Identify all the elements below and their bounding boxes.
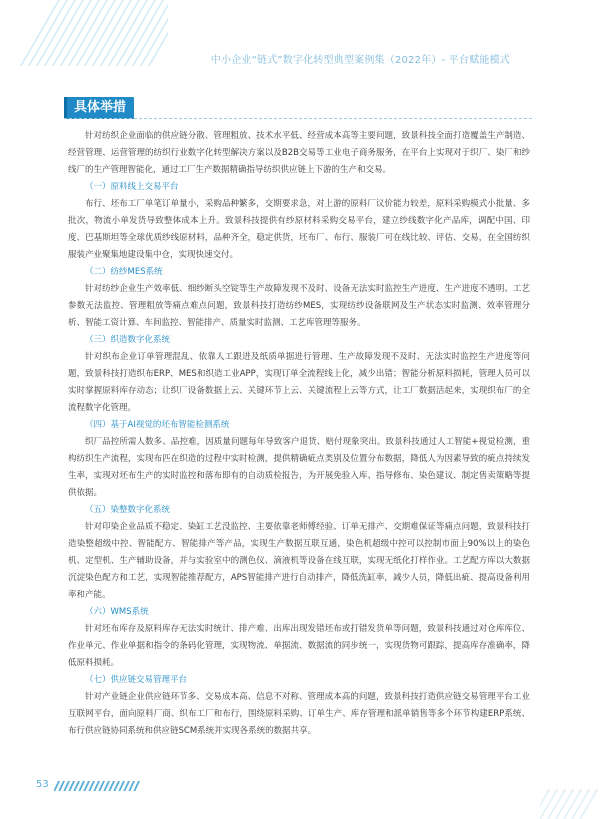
item-heading-7: （七）供应链交易管理平台	[85, 675, 188, 685]
item-heading-1: （一）原料线上交易平台	[85, 182, 179, 192]
item-heading-2: （二）纺纱MES系统	[85, 267, 163, 277]
header-decoration	[18, 0, 168, 66]
item-body-4: 织厂品控所需人数多、品控难，因质量问题每年导致客户退货、赔付现象突出。致景科技通过人工智能+视觉检测，重构纺织生产流程，实现布匹在织造的过程中实时检测，提供精确疵点类别及位置分布数据，降低人为因素导致的疵点持续发生率，实现对坯布生产的实时监控和落布即有的自动质检报告，为开展免验入库、指导修布、染色建议、制定售卖策略等提供依据。	[68, 437, 530, 498]
corner-stripes-decoration	[540, 769, 600, 819]
section-divider	[64, 118, 532, 119]
section-tag-label: 具体举措	[74, 100, 127, 115]
page-header-title: 中小企业“链式”数字化转型典型案例集（2022年）- 平台赋能模式	[210, 55, 510, 66]
section-tag	[64, 97, 134, 119]
page-number: 53	[36, 779, 49, 790]
section-tag-bar	[64, 97, 67, 119]
item-heading-3: （三）织造数字化系统	[85, 335, 171, 345]
item-body-6: 针对坯布库存及原料库存无法实时统计、排产难、出库出现发错坯布或打错发货单等问题，致景科技通过对仓库库位、作业单元、作业单据和指令的条码化管理，实现物流、单据流、数据流的同步统一，实现货物可跟踪，提高库存准确率，降低原料损耗。	[68, 624, 530, 668]
item-body-5: 针对印染企业品质不稳定、染缸工艺没监控、主要依靠老师傅经验、订单无排产、交期难保证等痛点问题，致景科技打造染整超级中控、智能配方、智能排产等产品，实现生产数据互联互通，染色机超级中控可以控制市面上90%以上的染色机、定型机、生产辅助设备，并与实验室中的测色仪、滴液机等设备在线互联，实现无纸化打样作业。工艺配方库以大数据沉淀染色配方和工艺，实现智能推荐配方，APS智能排产进行自动排产，降低洗缸率，减少人员，降低出疵、提高设备利用率和产能。	[68, 522, 530, 600]
item-heading-6: （六）WMS系统	[85, 607, 149, 617]
item-body-7: 针对产业链企业供应链环节多、交易成本高、信息不对称、管理成本高的问题，致景科技打造供应链交易管理平台工业互联网平台，面向原料厂商、织布工厂和布行，围绕原料采购、订单生产、库存管理和派单销售等多个环节构建ERP系统、布行供应链协同系统和供应链SCM系统并实现各系统的数据共享。	[68, 692, 530, 736]
article-body	[68, 128, 530, 740]
item-body-2: 针对纺纱企业生产效率低、细纱断头空锭等生产故障发现不及时、设备无法实时监控生产进度、生产进度不透明、工艺参数无法监控、管理粗放等痛点难点问题，致景科技打造纺纱MES，实现纺纱设备联网及生产状态实时监测、效率管理分析、智能工资计算、车间监控、智能排产、质量实时监测、工艺库管理等服务。	[68, 284, 530, 328]
footer-stripes-decoration	[54, 781, 144, 791]
item-body-1: 布行、坯布工厂单笔订单量小，采购品种繁多，交期要求急，对上游的原料厂议价能力较差，原料采购模式小批量、多批次，物流小单发货导致整体成本上升。致景科技提供有纱原材料采购交易平台，建立纱线数字化产品库，调配中国、印度、巴基斯坦等全球优质纱线原材料，品种齐全，稳定供货，坯布厂、布行、服装厂可在线比较、评估、交易，在全国纺织服装产业聚集地建设集中仓，实现快速交付。	[68, 199, 530, 260]
item-body-3: 针对织布企业订单管理混乱、依靠人工跟进及纸质单据进行管理、生产故障发现不及时、无法实时监控生产进度等问题，致景科技打造织布ERP、MES和织造工业APP，实现订单全流程线上化，减少出错；智能分析原料损耗，管理人员可以实时掌握原料库存动态；让织厂设备数据上云、关键环节上云、关键流程上云等方式，让工厂数据活起来，实现织布厂的全流程数字化管理。	[68, 352, 530, 413]
item-heading-5: （五）染整数字化系统	[85, 505, 171, 515]
intro-paragraph: 针对纺织企业面临的供应链分散、管理粗放、技术水平低、经营成本高等主要问题，致景科技全面打造覆盖生产制造、经营管理、运营管理的纺织行业数字化转型解决方案以及B2B交易等工业电子商务服务，在平台上实现对于织厂、染厂和纱线厂的生产管理智能化，通过工厂生产数据精确指导纺织供应链上下游的生产和交易。	[68, 131, 530, 175]
item-heading-4: （四）基于AI视觉的坯布智能检测系统	[85, 420, 230, 430]
